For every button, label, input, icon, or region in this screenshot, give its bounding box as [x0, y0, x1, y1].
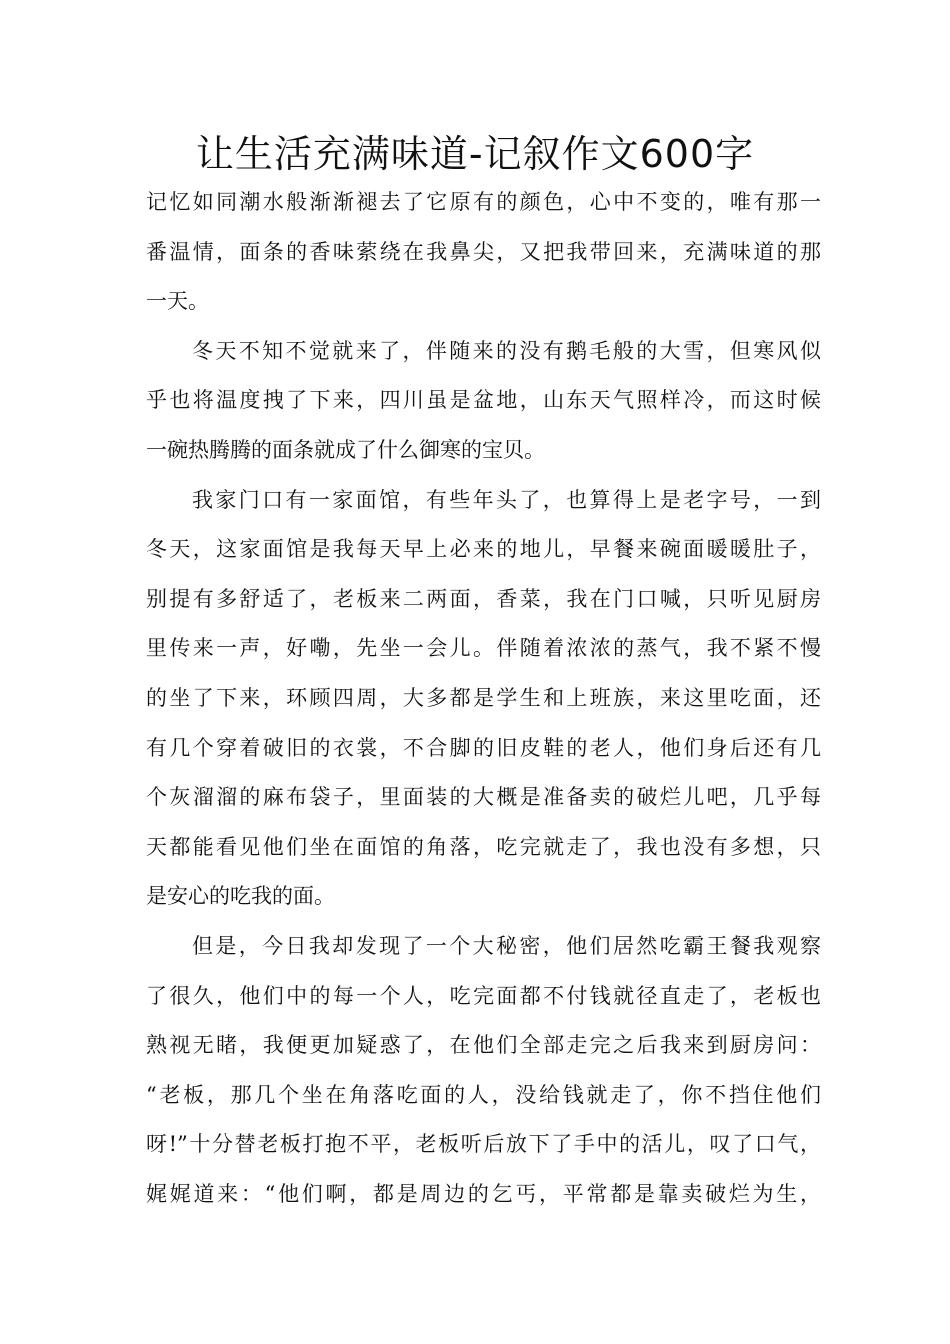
text-line: 一天。: [146, 289, 209, 314]
text-line: 但是，今日我却发现了一个大秘密，他们居然吃霸王餐我观察: [192, 933, 821, 958]
text-line: “老板，那几个坐在角落吃面的人，没给钱就走了，你不挡住他们: [146, 1082, 821, 1107]
text-line: 娓娓道来：“他们啊，都是周边的乞丐，平常都是靠卖破烂为生，: [146, 1181, 821, 1206]
text-line: 是安心的吃我的面。: [146, 884, 335, 909]
text-line: 有几个穿着破旧的衣裳，不合脚的旧皮鞋的老人，他们身后还有几: [146, 735, 821, 760]
text-line: 熟视无睹，我便更加疑惑了，在他们全部走完之后我来到厨房问：: [146, 1033, 821, 1058]
text-line: 的坐了下来，环顾四周，大多都是学生和上班族，来这里吃面，还: [146, 685, 821, 710]
text-line: 了很久，他们中的每一个人，吃完面都不付钱就径直走了，老板也: [146, 983, 821, 1008]
text-line: 别提有多舒适了，老板来二两面，香菜，我在门口喊，只听见厨房: [146, 586, 821, 611]
text-line: 番温情，面条的香味萦绕在我鼻尖，又把我带回来，充满味道的那: [146, 239, 821, 264]
text-line: 里传来一声，好嘞，先坐一会儿。伴随着浓浓的蒸气，我不紧不慢: [146, 636, 821, 661]
text-line: 我家门口有一家面馆，有些年头了，也算得上是老字号，一到: [192, 487, 821, 512]
article-body: [146, 178, 821, 1219]
text-line: 呀!”十分替老板打抱不平，老板听后放下了手中的活儿，叹了口气，: [146, 1132, 821, 1157]
text-line: 乎也将温度拽了下来，四川虽是盆地，山东天气照样冷，而这时候: [146, 388, 821, 413]
text-line: 天都能看见他们坐在面馆的角落，吃完就走了，我也没有多想，只: [146, 834, 821, 859]
document-title: 让生活充满味道-记叙作文600字: [195, 132, 755, 176]
text-line: 冬天不知不觉就来了，伴随来的没有鹅毛般的大雪，但寒风似: [192, 338, 821, 363]
text-line: 记忆如同潮水般渐渐褪去了它原有的颜色，心中不变的，唯有那一: [146, 190, 821, 214]
text-line: 个灰溜溜的麻布袋子，里面装的大概是准备卖的破烂儿吧，几乎每: [146, 785, 821, 810]
text-line: 冬天，这家面馆是我每天早上必来的地儿，早餐来碗面暖暖肚子，: [146, 537, 821, 562]
text-line: 一碗热腾腾的面条就成了什么御寒的宝贝。: [146, 437, 545, 462]
